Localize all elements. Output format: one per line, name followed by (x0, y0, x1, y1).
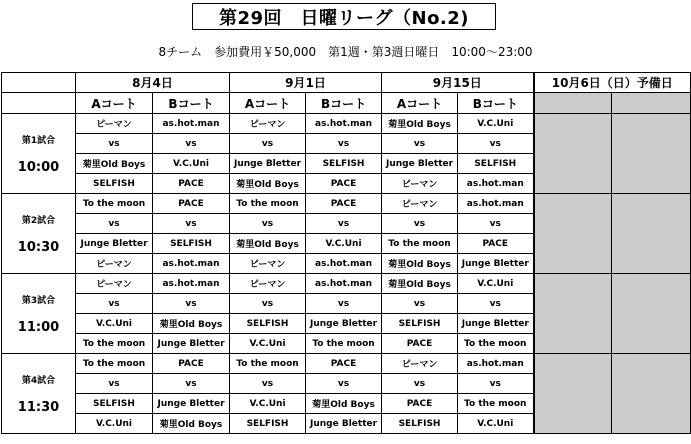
vs-label: vs (306, 374, 382, 394)
team-name: PACE (306, 194, 382, 214)
referee-team: PACE (306, 174, 382, 194)
reserve-cell (534, 93, 612, 114)
date-header-row (2, 73, 691, 93)
team-name: 菊里Old Boys (230, 234, 306, 254)
team-name: To the moon (76, 354, 153, 374)
referee-team: SELFISH (382, 414, 458, 434)
vs-label: vs (153, 294, 230, 314)
reserve-cell (612, 274, 691, 354)
team-name: SELFISH (458, 154, 534, 174)
game-name: 第1試合 (21, 135, 56, 146)
referee-team: Junge Bletter (458, 254, 534, 274)
game-row (2, 354, 691, 374)
game-label (2, 114, 76, 194)
referee-team: PACE (382, 334, 458, 354)
court-header: Aコート (76, 93, 153, 114)
team-name: V.C.Uni (458, 274, 534, 294)
referee-team: 菊里Old Boys (230, 174, 306, 194)
vs-label: vs (458, 214, 534, 234)
referee-team: Junge Bletter (153, 334, 230, 354)
team-name: V.C.Uni (153, 154, 230, 174)
vs-label: vs (76, 374, 153, 394)
reserve-cell (612, 93, 691, 114)
reserve-cell (534, 354, 612, 434)
vs-label: vs (306, 294, 382, 314)
team-name: V.C.Uni (306, 234, 382, 254)
schedule-table (1, 72, 691, 434)
team-name: ピーマン (230, 274, 306, 294)
referee-team: V.C.Uni (458, 414, 534, 434)
team-name: PACE (153, 194, 230, 214)
team-name: ピーマン (76, 114, 153, 134)
vs-label: vs (230, 214, 306, 234)
team-name: PACE (458, 234, 534, 254)
vs-label: vs (153, 214, 230, 234)
team-name: 菊里Old Boys (382, 274, 458, 294)
reserve-cell (534, 274, 612, 354)
team-name: ピーマン (76, 274, 153, 294)
games-body (2, 114, 691, 434)
game-row (2, 274, 691, 294)
team-name: ピーマン (382, 354, 458, 374)
vs-label: vs (458, 374, 534, 394)
team-name: SELFISH (230, 314, 306, 334)
team-name: as.hot.man (458, 354, 534, 374)
referee-team: 菊里Old Boys (382, 254, 458, 274)
page-title: 第29回 日曜リーグ（No.2) (192, 3, 496, 30)
game-time: 11:00 (17, 319, 60, 335)
team-name: To the moon (230, 194, 306, 214)
referee-team: Junge Bletter (306, 414, 382, 434)
vs-label: vs (458, 294, 534, 314)
game-time: 11:30 (17, 399, 60, 415)
referee-team: V.C.Uni (230, 334, 306, 354)
vs-label: vs (382, 294, 458, 314)
reserve-date-header: 10月6日（日）予備日 (534, 73, 691, 93)
vs-label: vs (76, 214, 153, 234)
team-name: Junge Bletter (306, 314, 382, 334)
referee-team: PACE (153, 174, 230, 194)
team-name: Junge Bletter (458, 314, 534, 334)
team-name: as.hot.man (306, 274, 382, 294)
team-name: PACE (306, 354, 382, 374)
team-name: V.C.Uni (76, 314, 153, 334)
reserve-cell (612, 114, 691, 194)
game-name: 第3試合 (21, 295, 56, 306)
court-header: Bコート (306, 93, 382, 114)
team-name: V.C.Uni (230, 394, 306, 414)
vs-label: vs (153, 374, 230, 394)
vs-label: vs (382, 374, 458, 394)
referee-team: ピーマン (76, 254, 153, 274)
game-time: 10:00 (17, 159, 60, 175)
team-name: Junge Bletter (76, 234, 153, 254)
vs-label: vs (306, 214, 382, 234)
referee-team: To the moon (76, 334, 153, 354)
referee-team: as.hot.man (458, 174, 534, 194)
vs-label: vs (230, 134, 306, 154)
referee-team: as.hot.man (153, 254, 230, 274)
team-name: as.hot.man (458, 194, 534, 214)
referee-team: ピーマン (382, 174, 458, 194)
team-name: PACE (382, 394, 458, 414)
referee-team: SELFISH (76, 174, 153, 194)
court-header: Aコート (382, 93, 458, 114)
page-subtitle: 8チーム 参加費用￥50,000 第1週・第3週日曜日 10:00〜23:00 (158, 45, 533, 59)
team-name: as.hot.man (306, 114, 382, 134)
game-label (2, 194, 76, 274)
team-name: Junge Bletter (382, 154, 458, 174)
referee-team: 菊里Old Boys (153, 414, 230, 434)
referee-team: To the moon (306, 334, 382, 354)
game-time: 10:30 (17, 239, 60, 255)
game-row (2, 114, 691, 134)
team-name: ピーマン (230, 114, 306, 134)
team-name: SELFISH (76, 394, 153, 414)
game-label (2, 354, 76, 434)
team-name: 菊里Old Boys (76, 154, 153, 174)
vs-label: vs (230, 294, 306, 314)
corner-cell (2, 73, 76, 93)
referee-team: To the moon (458, 334, 534, 354)
vs-label: vs (230, 374, 306, 394)
team-name: ピーマン (382, 194, 458, 214)
vs-label: vs (382, 214, 458, 234)
referee-team: V.C.Uni (76, 414, 153, 434)
team-name: 菊里Old Boys (382, 114, 458, 134)
reserve-cell (612, 354, 691, 434)
corner-cell (2, 93, 76, 114)
court-header: Bコート (458, 93, 534, 114)
team-name: V.C.Uni (458, 114, 534, 134)
team-name: To the moon (382, 234, 458, 254)
referee-team: as.hot.man (306, 254, 382, 274)
date-header: 9月15日 (382, 73, 534, 93)
team-name: SELFISH (153, 234, 230, 254)
referee-team: ピーマン (230, 254, 306, 274)
team-name: as.hot.man (153, 274, 230, 294)
game-name: 第2試合 (21, 215, 56, 226)
team-name: SELFISH (306, 154, 382, 174)
reserve-cell (612, 194, 691, 274)
vs-label: vs (306, 134, 382, 154)
game-label (2, 274, 76, 354)
game-row (2, 194, 691, 214)
date-header: 8月4日 (76, 73, 230, 93)
team-name: To the moon (458, 394, 534, 414)
date-header: 9月1日 (230, 73, 382, 93)
team-name: 菊里Old Boys (153, 314, 230, 334)
team-name: To the moon (230, 354, 306, 374)
game-name: 第4試合 (21, 375, 56, 386)
court-header: Aコート (230, 93, 306, 114)
team-name: To the moon (76, 194, 153, 214)
team-name: SELFISH (382, 314, 458, 334)
vs-label: vs (382, 134, 458, 154)
team-name: Junge Bletter (230, 154, 306, 174)
court-header: Bコート (153, 93, 230, 114)
referee-team: SELFISH (230, 414, 306, 434)
vs-label: vs (76, 294, 153, 314)
vs-label: vs (153, 134, 230, 154)
team-name: 菊里Old Boys (306, 394, 382, 414)
reserve-cell (534, 194, 612, 274)
reserve-cell (534, 114, 612, 194)
court-header-row (2, 93, 691, 114)
team-name: PACE (153, 354, 230, 374)
vs-label: vs (458, 134, 534, 154)
team-name: as.hot.man (153, 114, 230, 134)
team-name: Junge Bletter (153, 394, 230, 414)
vs-label: vs (76, 134, 153, 154)
